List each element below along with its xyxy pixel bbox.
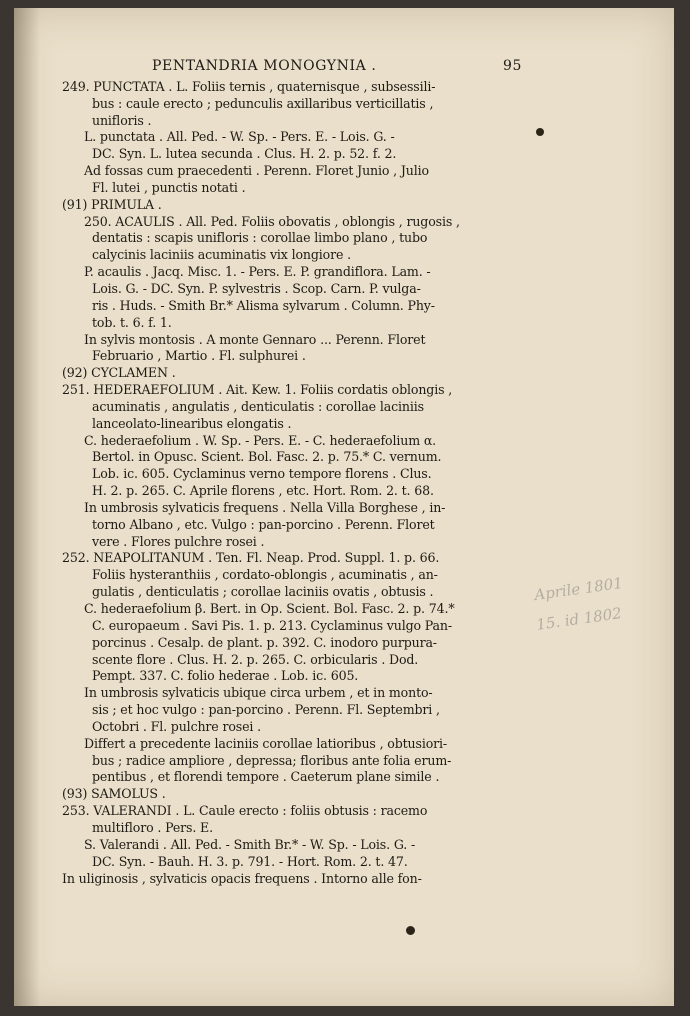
text-line: tob. t. 6. f. 1. <box>92 314 172 330</box>
text-line: 252. NEAPOLITANUM . Ten. Fl. Neap. Prod. Suppl. 1. p. 66. <box>62 550 440 566</box>
text-line: In uliginosis , sylvaticis opacis frequens . Intorno alle fon- <box>62 870 422 886</box>
genus-heading: (92) CYCLAMEN . <box>62 365 176 381</box>
text-line: Lois. G. - DC. Syn. P. sylvestris . Scop. Carn. P. vulga- <box>92 280 421 296</box>
text-line: Lob. ic. 605. Cyclaminus verno tempore florens . Clus. <box>92 466 432 482</box>
text-line: 250. ACAULIS . All. Ped. Foliis obovatis , oblongis , rugosis , <box>84 213 460 229</box>
text-line: Pempt. 337. C. folio hederae . Lob. ic. 605. <box>92 668 359 684</box>
text-line: C. hederaefolium β. Bert. in Op. Scient. Bol. Fasc. 2. p. 74.* <box>84 601 455 616</box>
text-line: bus ; radice ampliore , depressa; floribus ante folia erum- <box>92 752 452 768</box>
text-line: sis ; et hoc vulgo : pan-porcino . Perenn. Fl. Septembri , <box>92 702 440 718</box>
text-line: Octobri . Fl. pulchre rosei . <box>92 718 261 734</box>
text-line: DC. Syn. - Bauh. H. 3. p. 791. - Hort. Rom. 2. t. 47. <box>92 853 408 869</box>
text-line: scente flore . Clus. H. 2. p. 265. C. orbicularis . Dod. <box>92 651 419 667</box>
text-line: dentatis : scapis unifloris : corollae limbo plano , tubo <box>92 230 428 246</box>
text-line: Fl. lutei , punctis notati . <box>92 179 246 195</box>
text-line: multifloro . Pers. E. <box>92 819 213 835</box>
text-line: C. hederaefolium . W. Sp. - Pers. E. - C. hederaefolium α. <box>84 432 437 448</box>
text-line: In sylvis montosis . A monte Gennaro ... Perenn. Floret <box>84 331 426 347</box>
book-page <box>14 8 674 1006</box>
text-line: 253. VALERANDI . L. Caule erecto : foliis obtusis : racemo <box>62 803 428 819</box>
text-line: ris . Huds. - Smith Br.* Alisma sylvarum . Column. Phy- <box>92 297 435 313</box>
text-line: Bertol. in Opusc. Scient. Bol. Fasc. 2. p. 75.* C. vernum. <box>92 449 442 465</box>
ink-spot <box>406 926 415 935</box>
genus-heading: (93) SAMOLUS . <box>62 786 166 802</box>
text-line: L. punctata . All. Ped. - W. Sp. - Pers. E. - Lois. G. - <box>84 129 395 145</box>
text-line: porcinus . Cesalp. de plant. p. 392. C. inodoro purpura- <box>92 634 437 650</box>
handwritten-margin-note: 15. id 1802 <box>535 604 623 634</box>
text-line: calycinis laciniis acuminatis vix longiore . <box>92 247 351 263</box>
text-line: unifloris . <box>92 112 152 128</box>
page-text-block <box>62 58 532 887</box>
text-line: Differt a precedente laciniis corollae latioribus , obtusiori- <box>84 735 447 751</box>
text-line: vere . Flores pulchre rosei . <box>92 533 265 549</box>
running-header <box>152 58 522 75</box>
text-line: H. 2. p. 265. C. Aprile florens , etc. Hort. Rom. 2. t. 68. <box>92 483 434 499</box>
text-line: 249. PUNCTATA . L. Foliis ternis , quaternisque , subsessili- <box>62 78 436 94</box>
ink-spot <box>536 128 544 136</box>
page-gutter-shadow <box>14 8 40 1006</box>
text-line: bus : caule erecto ; pedunculis axillaribus verticillatis , <box>92 95 434 111</box>
text-line: Februario , Martio . Fl. sulphurei . <box>92 348 306 364</box>
text-line: In umbrosis sylvaticis frequens . Nella Villa Borghese , in- <box>84 499 446 515</box>
running-title: PENTANDRIA MONOGYNIA . <box>152 58 377 74</box>
handwritten-margin-note: Aprile 1801 <box>533 573 624 605</box>
text-line: P. acaulis . Jacq. Misc. 1. - Pers. E. P. grandiflora. Lam. - <box>84 264 431 280</box>
genus-heading: (91) PRIMULA . <box>62 196 162 212</box>
page-number: 95 <box>502 58 522 74</box>
text-line: In umbrosis sylvaticis ubique circa urbem , et in monto- <box>84 685 433 701</box>
text-line: lanceolato-linearibus elongatis . <box>92 415 292 431</box>
text-line: torno Albano , etc. Vulgo : pan-porcino . Perenn. Floret <box>92 516 435 532</box>
text-line: acuminatis , angulatis , denticulatis : corollae laciniis <box>92 398 424 414</box>
text-line: 251. HEDERAEFOLIUM . Ait. Kew. 1. Foliis cordatis oblongis , <box>62 382 453 398</box>
text-line: gulatis , denticulatis ; corollae laciniis ovatis , obtusis . <box>92 584 434 600</box>
text-line: Ad fossas cum praecedenti . Perenn. Floret Junio , Julio <box>84 163 429 179</box>
text-line: C. europaeum . Savi Pis. 1. p. 213. Cyclaminus vulgo Pan- <box>92 617 452 633</box>
text-line: DC. Syn. L. lutea secunda . Clus. H. 2. p. 52. f. 2. <box>92 146 397 162</box>
text-line: pentibus , et florendi tempore . Caeterum plane simile . <box>92 769 440 785</box>
text-line: Foliis hysteranthiis , cordato-oblongis , acuminatis , an- <box>92 567 438 583</box>
text-line: S. Valerandi . All. Ped. - Smith Br.* - W. Sp. - Lois. G. - <box>84 836 416 852</box>
